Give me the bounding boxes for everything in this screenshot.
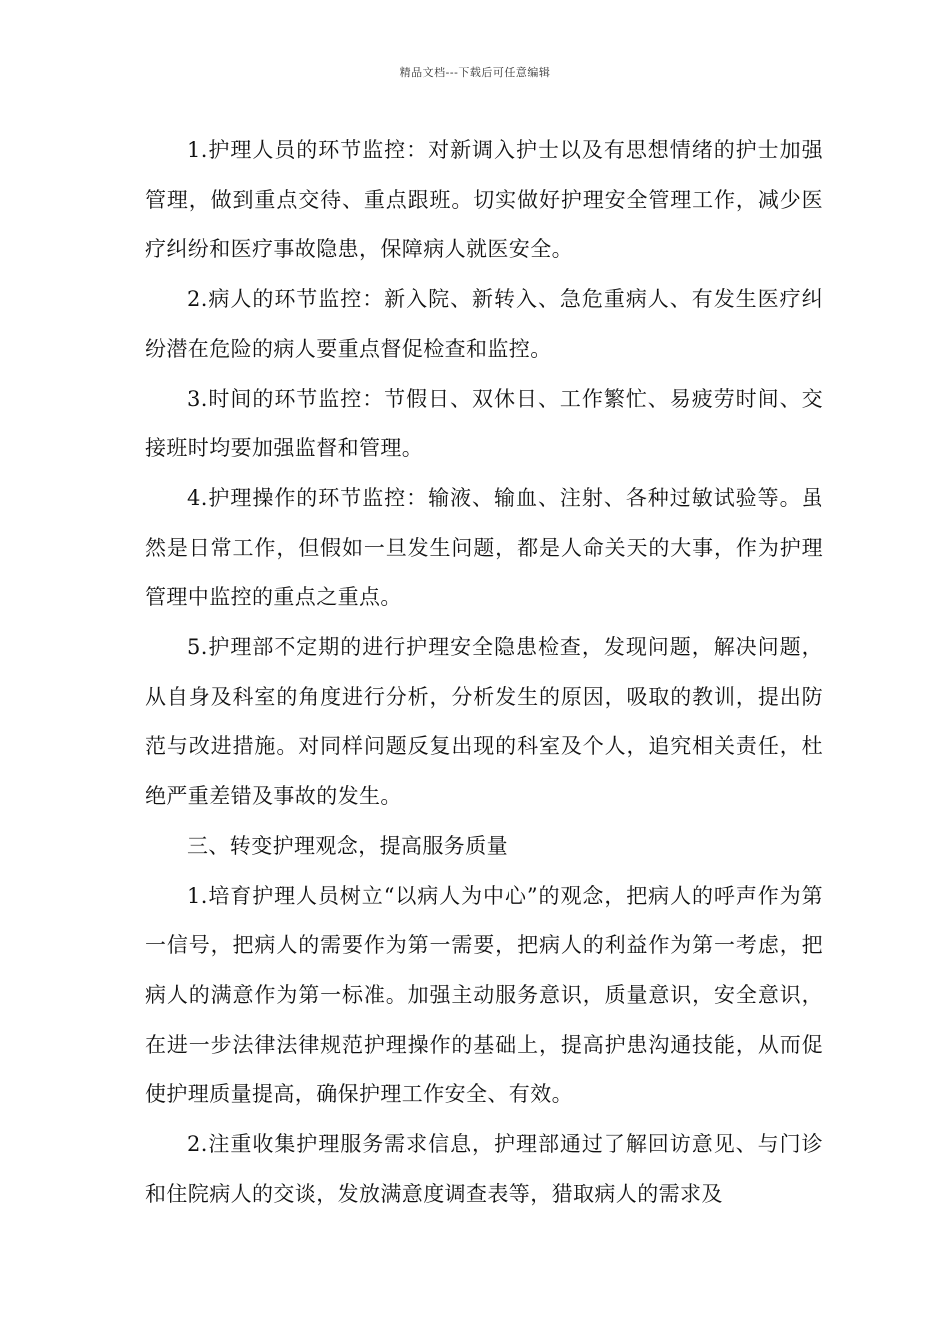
page-header: 精品文档---下载后可任意编辑 — [399, 66, 551, 79]
paragraph-service-demand: 2.注重收集护理服务需求信息，护理部通过了解回访意见、与门诊和住院病人的交谈，发放满意度调查表等，猎取病人的需求及 — [145, 1132, 823, 1206]
paragraph-patient-monitoring: 2.病人的环节监控：新入院、新转入、急危重病人、有发生医疗纠纷潜在危险的病人要重点督促检查和监控。 — [145, 287, 823, 361]
document-body — [145, 126, 823, 1219]
paragraph-time-monitoring: 3.时间的环节监控：节假日、双休日、工作繁忙、易疲劳时间、交接班时均要加强监督和管理。 — [145, 386, 823, 461]
paragraph-operation-monitoring: 4.护理操作的环节监控：输液、输血、注射、各种过敏试验等。虽然是日常工作，但假如一旦发生问题，都是人命关天的大事，作为护理管理中监控的重点之重点。 — [145, 485, 823, 610]
paragraph-patient-centered: 1.培育护理人员树立“以病人为中心”的观念，把病人的呼声作为第一信号，把病人的需要作为第一需要，把病人的利益作为第一考虑，把病人的满意作为第一标准。加强主动服务意识，质量意识，安全意识，在进一步法律法律规范护理操作的基础上，提高护患沟通技能，从而促使护理质量提高，确保护理工作安全、有效。 — [145, 883, 823, 1107]
section-heading: 三、转变护理观念，提高服务质量 — [187, 833, 508, 858]
paragraph-nurse-monitoring: 1.护理人员的环节监控：对新调入护士以及有思想情绪的护士加强管理，做到重点交待、重点跟班。切实做好护理安全管理工作，减少医疗纠纷和医疗事故隐患，保障病人就医安全。 — [145, 138, 823, 262]
paragraph-safety-inspection: 5.护理部不定期的进行护理安全隐患检查，发现问题，解决问题，从自身及科室的角度进行分析，分析发生的原因，吸取的教训，提出防范与改进措施。对同样问题反复出现的科室及个人，追究相关责任，杜绝严重差错及事故的发生。 — [145, 635, 823, 809]
